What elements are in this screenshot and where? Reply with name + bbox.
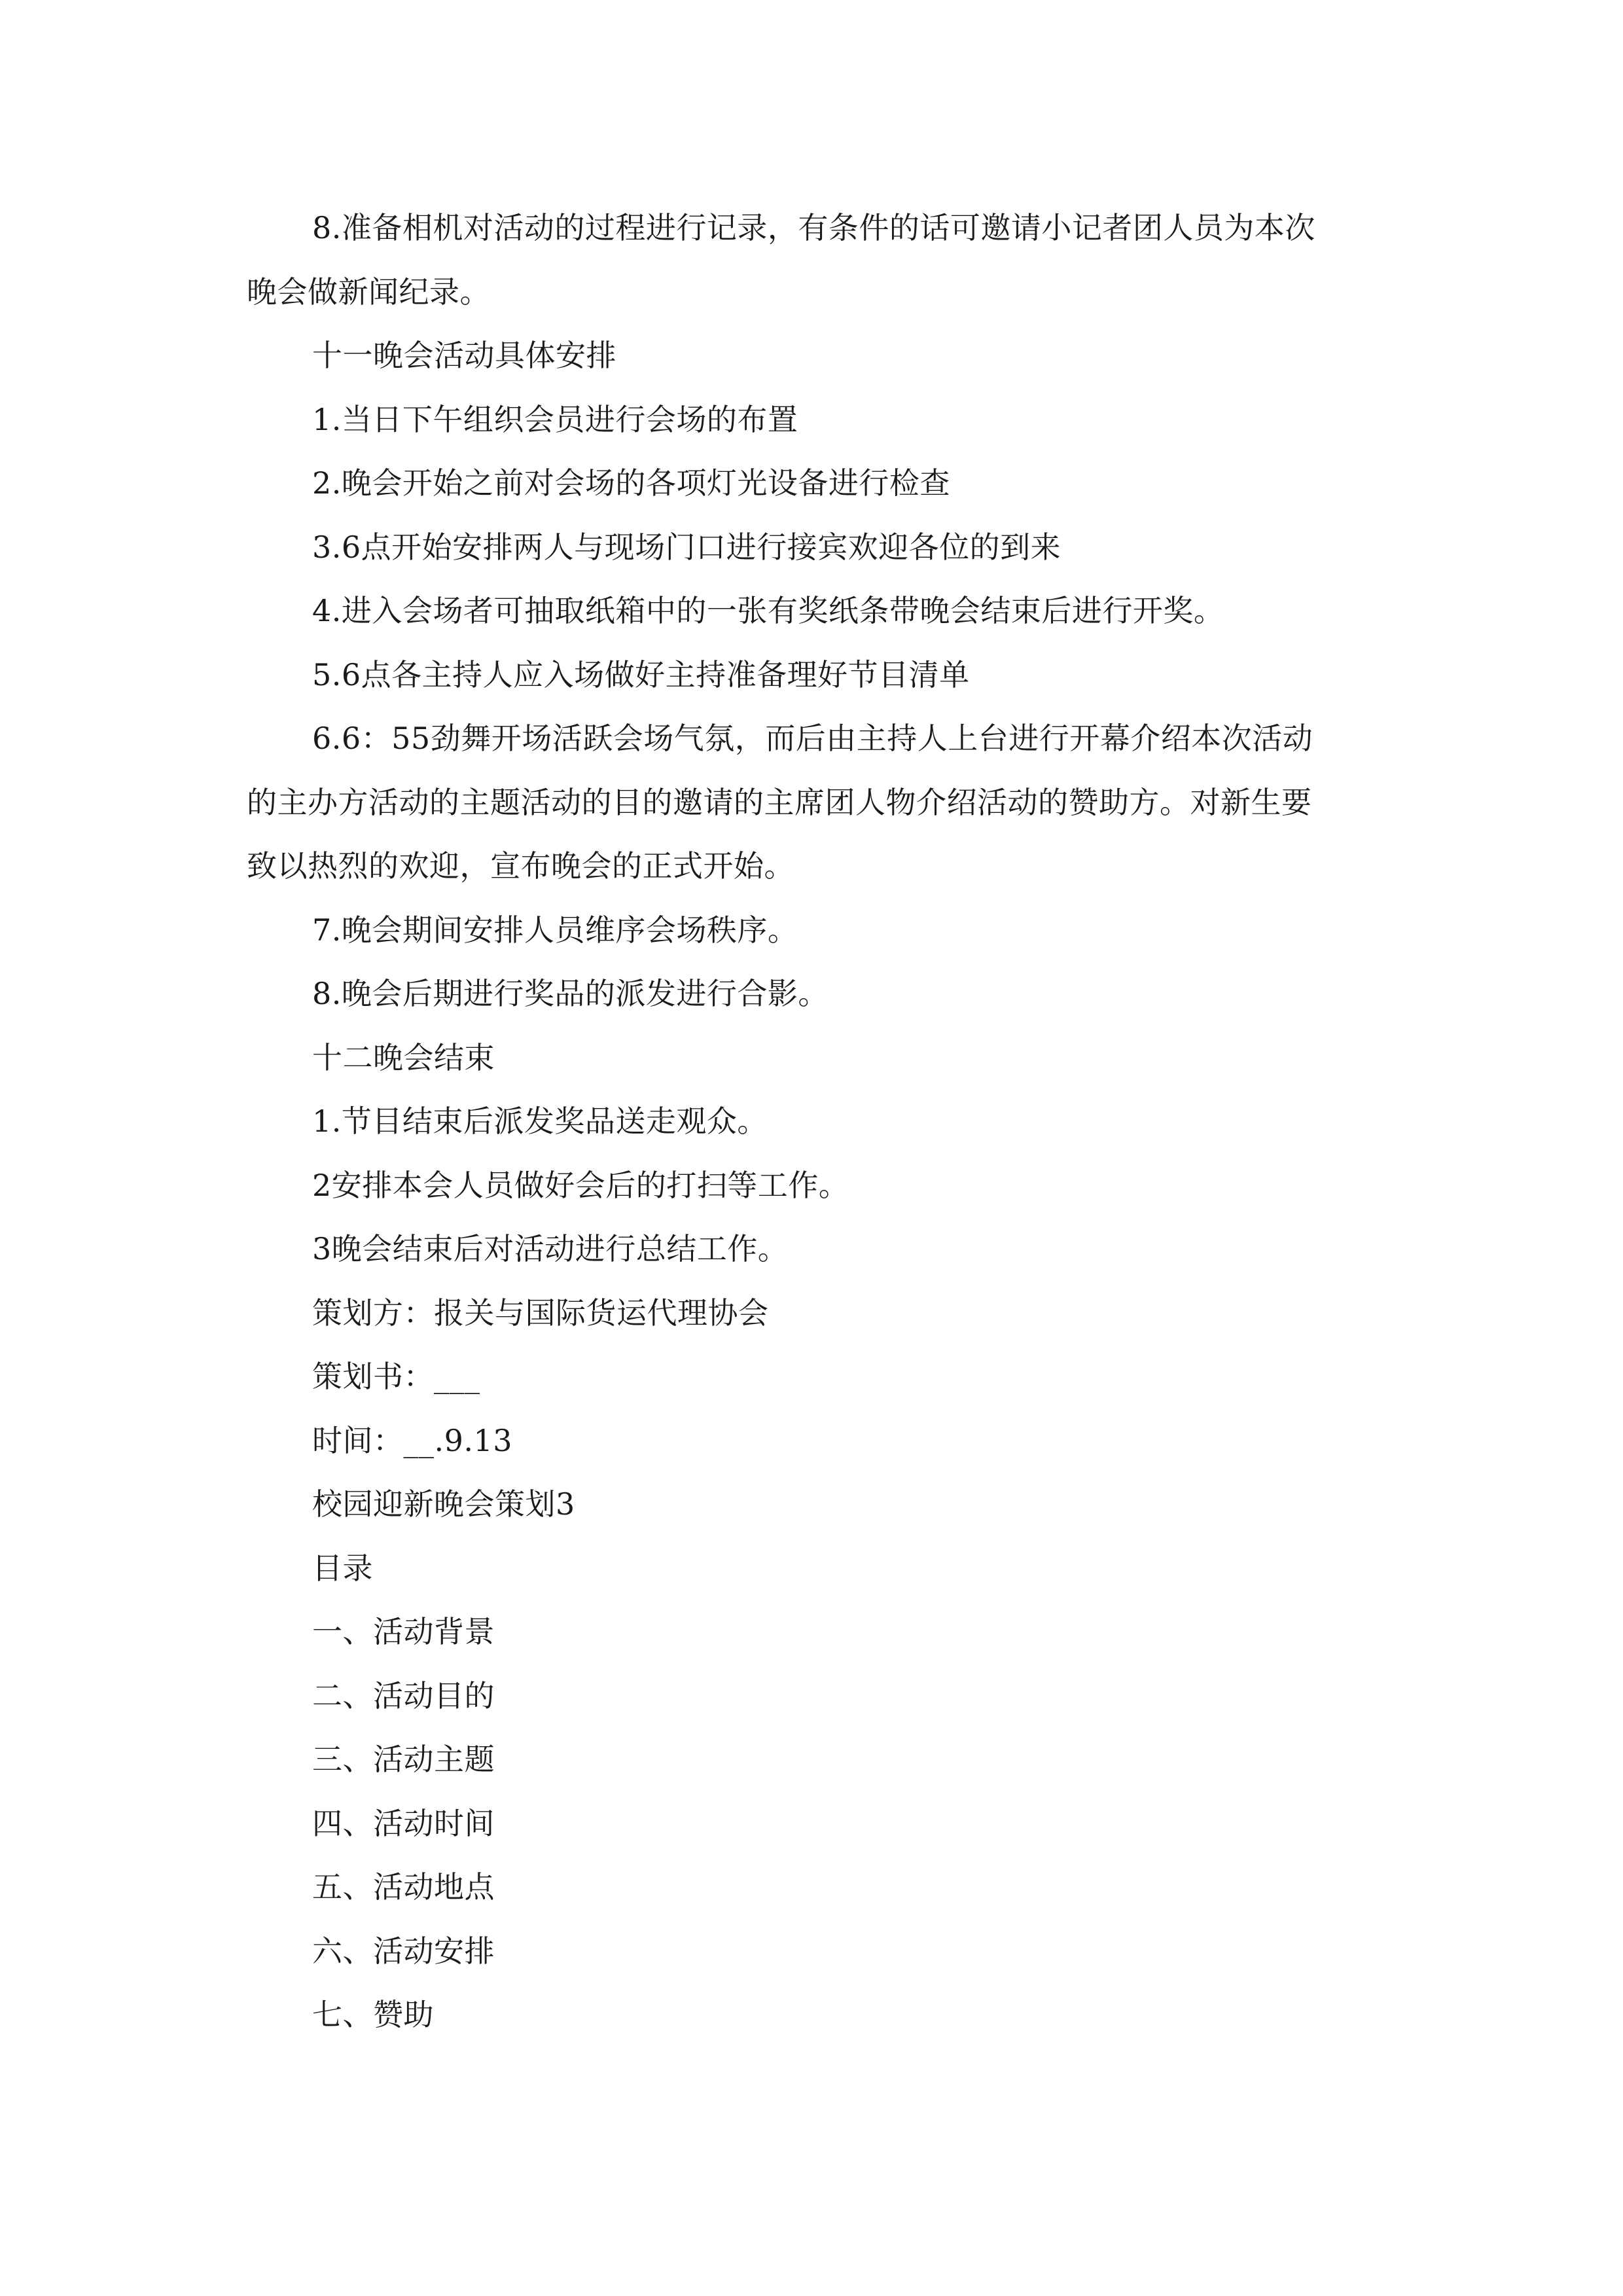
paragraph-line: 致以热烈的欢迎，宣布晚会的正式开始。 (247, 848, 794, 884)
list-item: 2.晚会开始之前对会场的各项灯光设备进行检查 (312, 465, 950, 501)
date-line: 时间：__.9.13 (312, 1422, 513, 1458)
paragraph-line: 8.准备相机对活动的过程进行记录，有条件的话可邀请小记者团人员为本次 (312, 210, 1315, 245)
list-item: 1.节目结束后派发奖品送走观众。 (312, 1103, 768, 1139)
toc-item: 六、活动安排 (312, 1933, 495, 1969)
list-item: 4.进入会场者可抽取纸箱中的一张有奖纸条带晚会结束后进行开奖。 (312, 593, 1224, 628)
paragraph-line: 晚会做新闻纪录。 (247, 274, 490, 310)
list-item: 2安排本会人员做好会后的打扫等工作。 (312, 1167, 849, 1203)
list-item: 1.当日下午组织会员进行会场的布置 (312, 401, 798, 437)
section-heading: 十二晚会结束 (312, 1039, 495, 1075)
list-item: 3晚会结束后对活动进行总结工作。 (312, 1231, 789, 1266)
toc-heading: 目录 (312, 1550, 373, 1586)
planner-line: 策划方：报关与国际货运代理协会 (312, 1295, 769, 1331)
plan-book-line: 策划书：___ (312, 1359, 480, 1394)
list-item: 3.6点开始安排两人与现场门口进行接宾欢迎各位的到来 (312, 529, 1061, 565)
list-item: 6.6：55劲舞开场活跃会场气氛，而后由主持人上台进行开幕介绍本次活动 (312, 721, 1313, 756)
list-item: 7.晚会期间安排人员维序会场秩序。 (312, 912, 798, 948)
toc-item: 二、活动目的 (312, 1677, 495, 1713)
document-body (247, 196, 1379, 2047)
toc-item: 四、活动时间 (312, 1805, 495, 1841)
toc-item: 五、活动地点 (312, 1869, 495, 1905)
paragraph-line: 的主办方活动的主题活动的目的邀请的主席团人物介绍活动的赞助方。对新生要 (247, 784, 1312, 820)
section-heading: 十一晚会活动具体安排 (312, 338, 616, 373)
toc-item: 一、活动背景 (312, 1614, 495, 1649)
document-title: 校园迎新晚会策划3 (312, 1486, 575, 1522)
list-item: 8.晚会后期进行奖品的派发进行合影。 (312, 976, 829, 1011)
toc-item: 三、活动主题 (312, 1742, 495, 1777)
toc-item: 七、赞助 (312, 1997, 434, 2032)
list-item: 5.6点各主持人应入场做好主持准备理好节目清单 (312, 656, 970, 692)
